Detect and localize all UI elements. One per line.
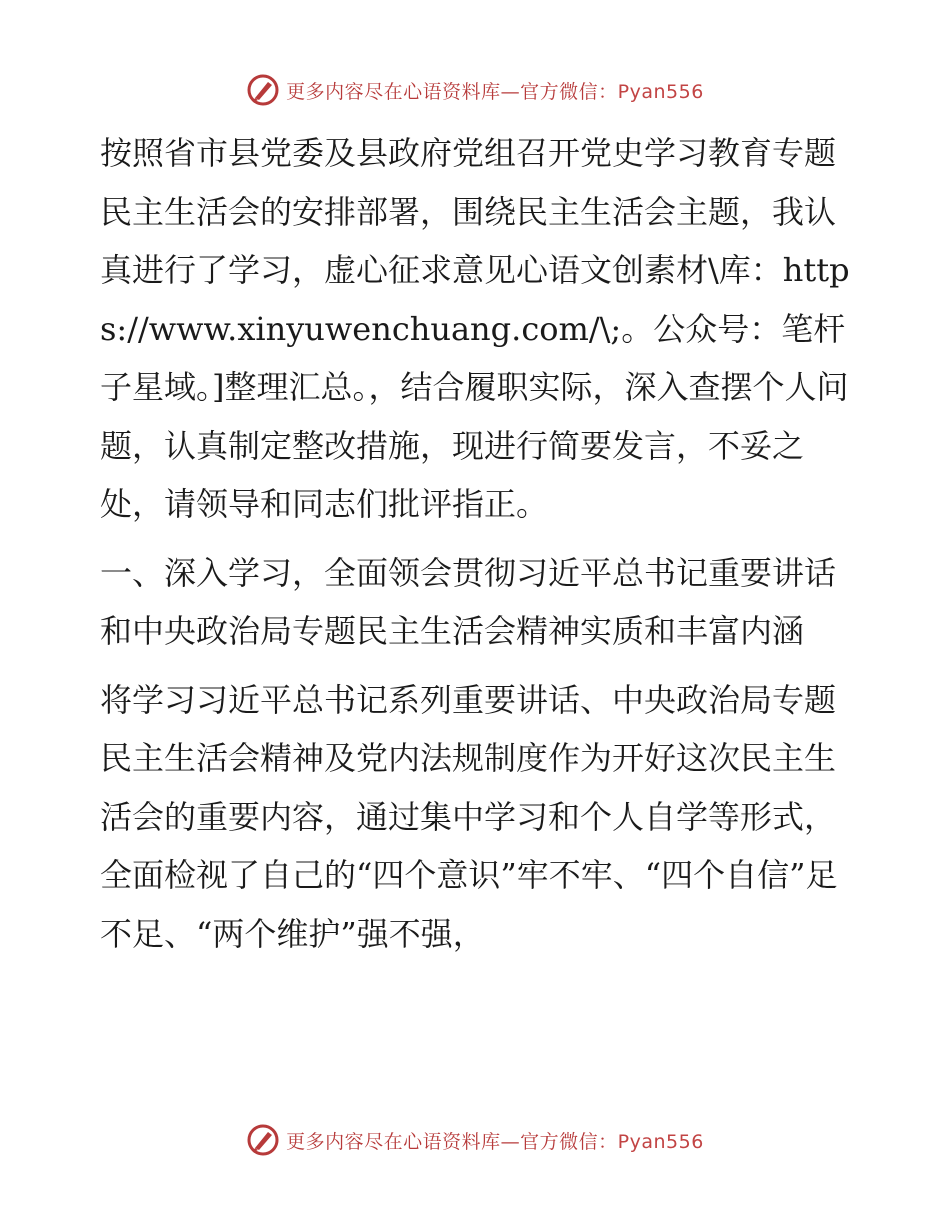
watermark-banner-top bbox=[0, 70, 950, 110]
section-heading: 一、深入学习，全面领会贯彻习近平总书记重要讲话和中央政治局专题民主生活会精神实质和丰富内涵 bbox=[100, 553, 837, 650]
intro-paragraph: 按照省市县党委及县政府党组召开党史学习教育专题民主生活会的安排部署，围绕民主生活会主题，我认真进行了学习，虚心征求意见心语文创素材\库：https://www.xinyuwenchuang.com/\;。公众号：笔杆子星域。]整理汇总。，结合履职实际，深入查摆个人问题，认真制定整改措施，现进行简要发言，不妥之处，请领导和同志们批评指正。 bbox=[100, 134, 850, 523]
pen-circle-logo-icon bbox=[246, 73, 280, 107]
watermark-handle: Pyan556 bbox=[617, 1130, 704, 1153]
watermark-banner-bottom bbox=[0, 1120, 950, 1160]
watermark-handle: Pyan556 bbox=[617, 80, 704, 103]
document-body bbox=[100, 124, 850, 963]
watermark-text: 更多内容尽在心语资料库—官方微信：Pyan556 bbox=[286, 80, 704, 103]
watermark-text: 更多内容尽在心语资料库—官方微信：Pyan556 bbox=[286, 1130, 704, 1153]
pen-circle-logo-icon bbox=[246, 1123, 280, 1157]
body-paragraph: 将学习习近平总书记系列重要讲话、中央政治局专题民主生活会精神及党内法规制度作为开好这次民主生活会的重要内容，通过集中学习和个人自学等形式，全面检视了自己的“四个意识”牢不牢、“四个自信”足不足、“两个维护”强不强， bbox=[100, 680, 838, 953]
